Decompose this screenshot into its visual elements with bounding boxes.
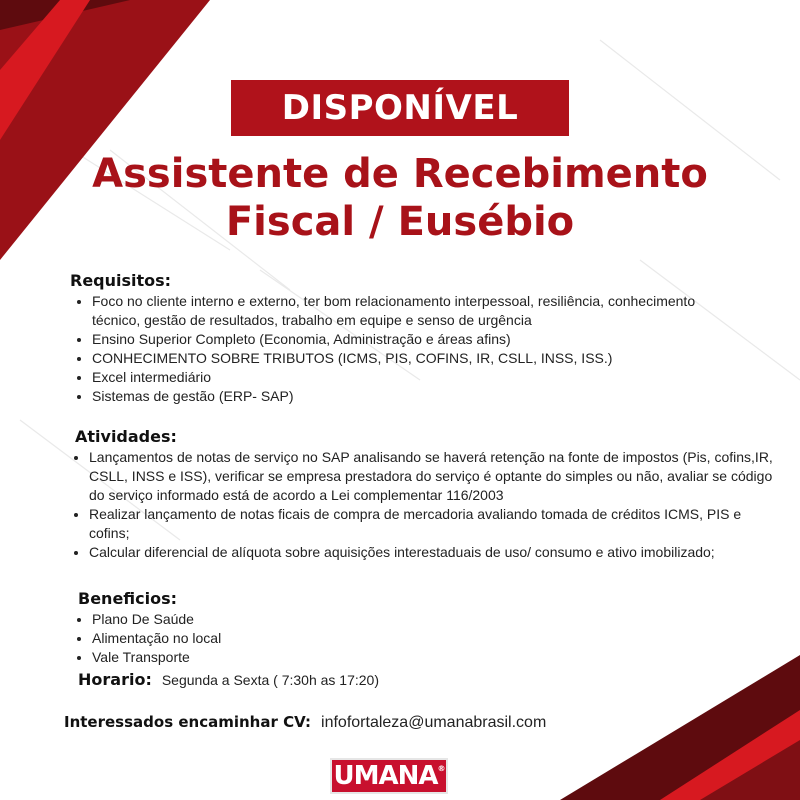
contact-line [64,713,546,732]
benefits-heading: Beneficios: [78,589,178,608]
requirements-heading: Requisitos: [70,271,172,290]
umana-logo [330,758,448,794]
contact-email[interactable]: infofortaleza@umanabrasil.com [321,714,547,731]
requirements-list [70,292,710,406]
list-item: • Alimentação no local [92,629,478,648]
list-item: • Foco no cliente interno e externo, ter bom relacionamento interpessoal, resiliência, conhecimento técnico, gestão de resultados, trabalho em equipe e senso de urgência [92,292,710,330]
list-item: • CONHECIMENTO SOBRE TRIBUTOS (ICMS, PIS, COFINS, IR, CSLL, INSS, ISS.) [92,349,710,368]
registered-mark: ® [437,764,445,773]
list-item: • Calcular diferencial de alíquota sobre aquisições interestaduais de uso/ consumo e ativo imobilizado; [89,543,775,562]
job-title-line1: Assistente de Recebimento [92,151,708,197]
schedule-value: Segunda a Sexta ( 7:30h as 17:20) [161,672,380,688]
activities-heading: Atividades: [75,427,177,446]
benefits-list [78,610,478,667]
list-item: • Plano De Saúde [92,610,478,629]
list-item: • Lançamentos de notas de serviço no SAP analisando se haverá retenção na fonte de impostos (Pis, cofins,IR, CSLL, INSS e ISS), verificar se empresa prestadora do serviço é optante do simples ou não, avaliar se código do serviço informado está de acordo a Lei complementar 116/2003 [89,448,775,505]
job-title [40,150,760,246]
job-title-line2: Fiscal / Eusébio [225,199,575,245]
list-item: • Realizar lançamento de notas ficais de compra de mercadoria avaliando tomada de créditos ICMS, PIS e cofins; [89,505,775,543]
list-item: • Ensino Superior Completo (Economia, Administração e áreas afins) [92,330,710,349]
schedule-label: Horario: [78,670,152,689]
logo-text: UMANA [333,761,438,791]
contact-label: Interessados encaminhar CV: [64,713,312,731]
list-item: • Vale Transporte [92,648,478,667]
availability-badge: DISPONÍVEL [231,80,569,136]
schedule [78,670,379,689]
activities-list [75,448,775,562]
requirements-section [70,271,710,406]
benefits-section [78,589,478,667]
list-item: • Sistemas de gestão (ERP- SAP) [92,387,710,406]
activities-section [75,427,775,562]
list-item: • Excel intermediário [92,368,710,387]
